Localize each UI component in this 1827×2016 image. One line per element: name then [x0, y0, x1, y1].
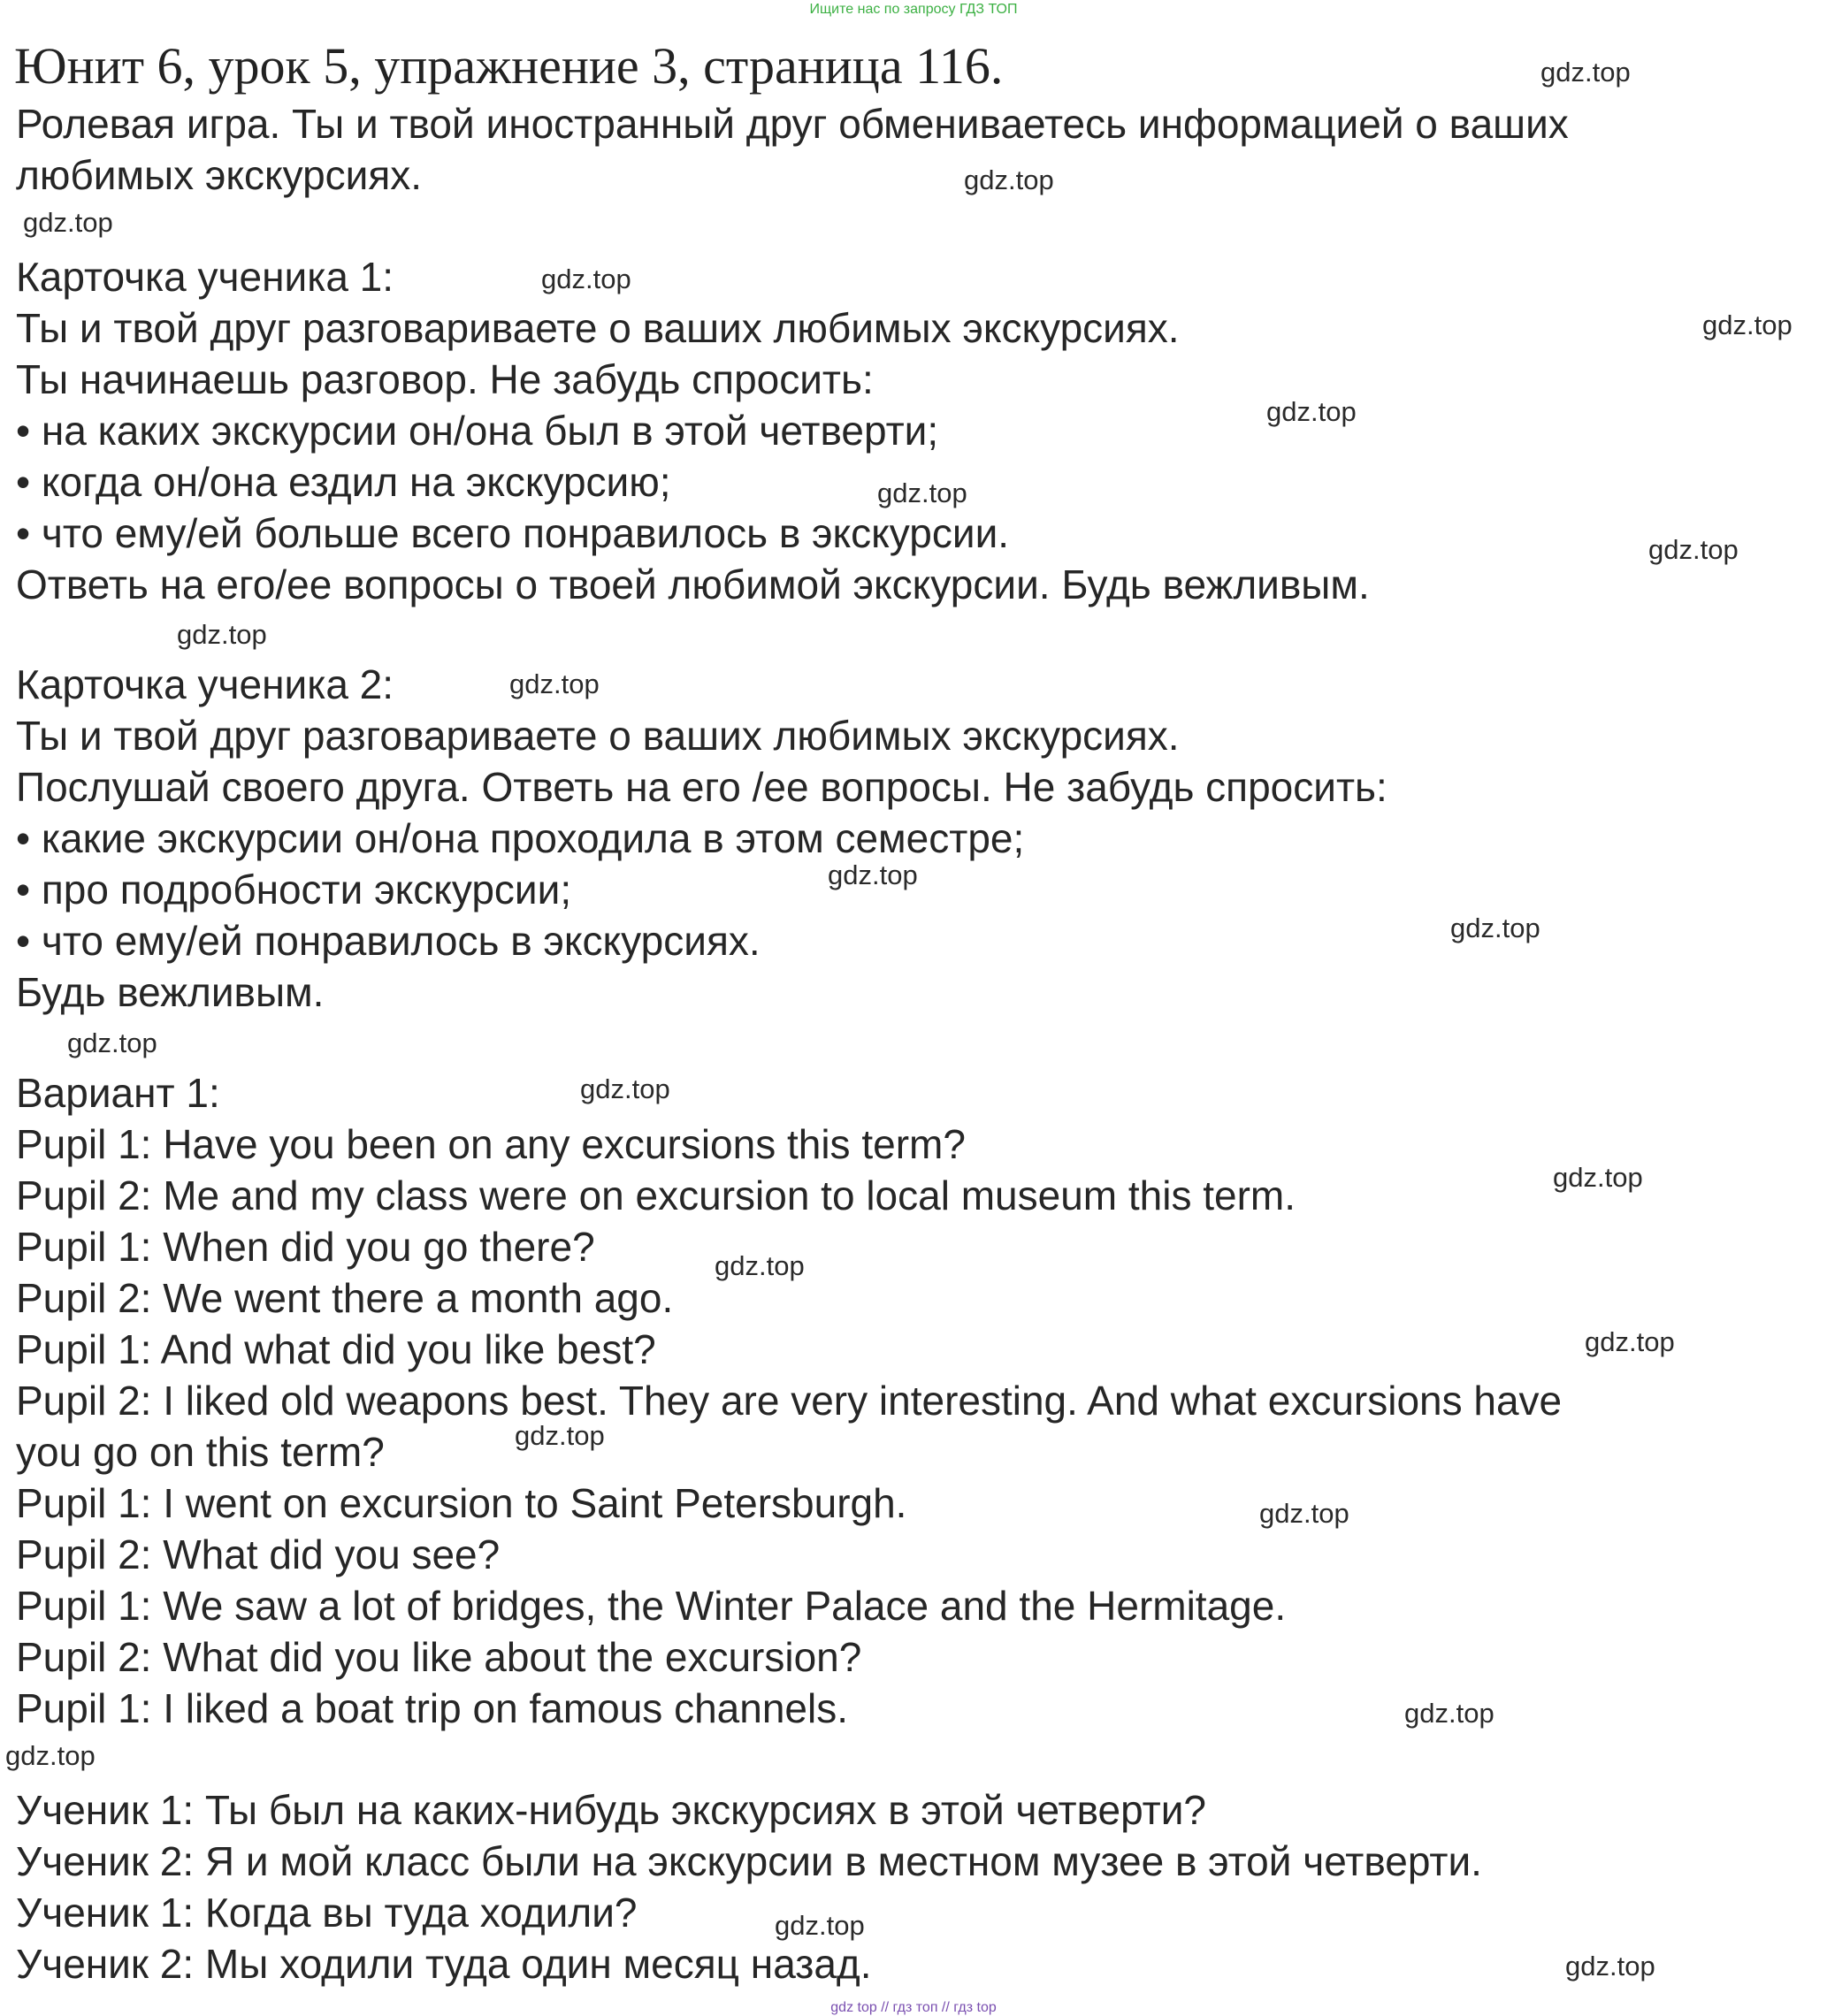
watermark: gdz.top: [23, 207, 113, 238]
watermark: gdz.top: [541, 263, 631, 294]
card2-line: • что ему/ей понравилось в экскурсиях.: [16, 918, 761, 964]
watermark: gdz.top: [67, 1027, 157, 1058]
watermark: gdz.top: [1565, 1951, 1655, 1982]
watermark: gdz.top: [964, 164, 1054, 195]
watermark: gdz.top: [1450, 913, 1540, 943]
card2-line: Послушай своего друга. Ответь на его /ее вопросы. Не забудь спросить:: [16, 764, 1387, 810]
watermark: gdz.top: [1540, 57, 1631, 88]
dialogue-line: Pupil 2: What did you see?: [16, 1531, 501, 1577]
watermark: gdz.top: [1553, 1162, 1643, 1193]
dialogue-line: Pupil 2: We went there a month ago.: [16, 1275, 674, 1321]
dialogue-line: Pupil 1: I liked a boat trip on famous channels.: [16, 1685, 849, 1731]
translation-line: Ученик 1: Когда вы туда ходили?: [16, 1890, 638, 1936]
intro-line: Ролевая игра. Ты и твой иностранный друг обмениваетесь информацией о ваших: [16, 101, 1569, 147]
watermark: gdz.top: [509, 668, 600, 699]
card1-line: Ты начинаешь разговор. Не забудь спросить:: [16, 356, 874, 402]
dialogue-line: Pupil 2: Me and my class were on excursion to local museum this term.: [16, 1172, 1296, 1218]
dialogue-line: Pupil 2: I liked old weapons best. They are very interesting. And what excursions have: [16, 1378, 1563, 1424]
watermark: gdz.top: [1702, 309, 1793, 340]
dialogue-line: Pupil 1: Have you been on any excursions this term?: [16, 1121, 966, 1167]
card1-line: Ответь на его/ее вопросы о твоей любимой экскурсии. Будь вежливым.: [16, 561, 1370, 607]
translation-line: Ученик 2: Мы ходили туда один месяц назад.: [16, 1941, 872, 1987]
variant-heading: Вариант 1:: [16, 1070, 220, 1116]
watermark: gdz.top: [775, 1910, 865, 1941]
watermark: gdz.top: [1585, 1326, 1675, 1357]
top-banner: Ищите нас по запросу ГДЗ ТОП: [809, 2, 1018, 17]
watermark: gdz.top: [828, 859, 918, 890]
card2-heading: Карточка ученика 2:: [16, 661, 394, 707]
card1-line: • что ему/ей больше всего понравилось в экскурсии.: [16, 510, 1010, 556]
card2-line: Ты и твой друг разговариваете о ваших любимых экскурсиях.: [16, 713, 1180, 759]
watermark: gdz.top: [5, 1740, 96, 1771]
card2-line: • про подробности экскурсии;: [16, 867, 572, 913]
watermark: gdz.top: [715, 1250, 805, 1281]
translation-line: Ученик 2: Я и мой класс были на экскурсии в местном музее в этой четверти.: [16, 1838, 1482, 1884]
page-title: Юнит 6, урок 5, упражнение 3, страница 116.: [14, 37, 1004, 95]
watermark: gdz.top: [177, 619, 267, 650]
translation-line: Ученик 1: Ты был на каких-нибудь экскурсиях в этой четверти?: [16, 1787, 1206, 1833]
watermark: gdz.top: [515, 1420, 605, 1451]
watermark: gdz.top: [1648, 534, 1739, 565]
dialogue-line: Pupil 1: I went on excursion to Saint Petersburgh.: [16, 1480, 907, 1526]
footer-watermark: gdz top // гдз топ // гдз top: [830, 2000, 997, 2015]
card1-heading: Карточка ученика 1:: [16, 254, 394, 300]
dialogue-line: you go on this term?: [16, 1429, 385, 1475]
dialogue-line: Pupil 1: And what did you like best?: [16, 1326, 656, 1372]
card2-line: • какие экскурсии он/она проходила в этом семестре;: [16, 815, 1025, 861]
watermark: gdz.top: [1404, 1698, 1494, 1729]
watermark: gdz.top: [580, 1073, 670, 1104]
watermark: gdz.top: [1259, 1498, 1349, 1529]
card1-line: • когда он/она ездил на экскурсию;: [16, 459, 671, 505]
watermark: gdz.top: [1266, 396, 1357, 427]
dialogue-line: Pupil 1: When did you go there?: [16, 1224, 595, 1270]
card1-line: Ты и твой друг разговариваете о ваших любимых экскурсиях.: [16, 305, 1180, 351]
card1-line: • на каких экскурсии он/она был в этой четверти;: [16, 408, 939, 454]
dialogue-line: Pupil 1: We saw a lot of bridges, the Winter Palace and the Hermitage.: [16, 1583, 1287, 1629]
intro-line: любимых экскурсиях.: [16, 152, 423, 198]
watermark: gdz.top: [877, 477, 967, 508]
dialogue-line: Pupil 2: What did you like about the excursion?: [16, 1634, 862, 1680]
card2-line: Будь вежливым.: [16, 969, 325, 1015]
